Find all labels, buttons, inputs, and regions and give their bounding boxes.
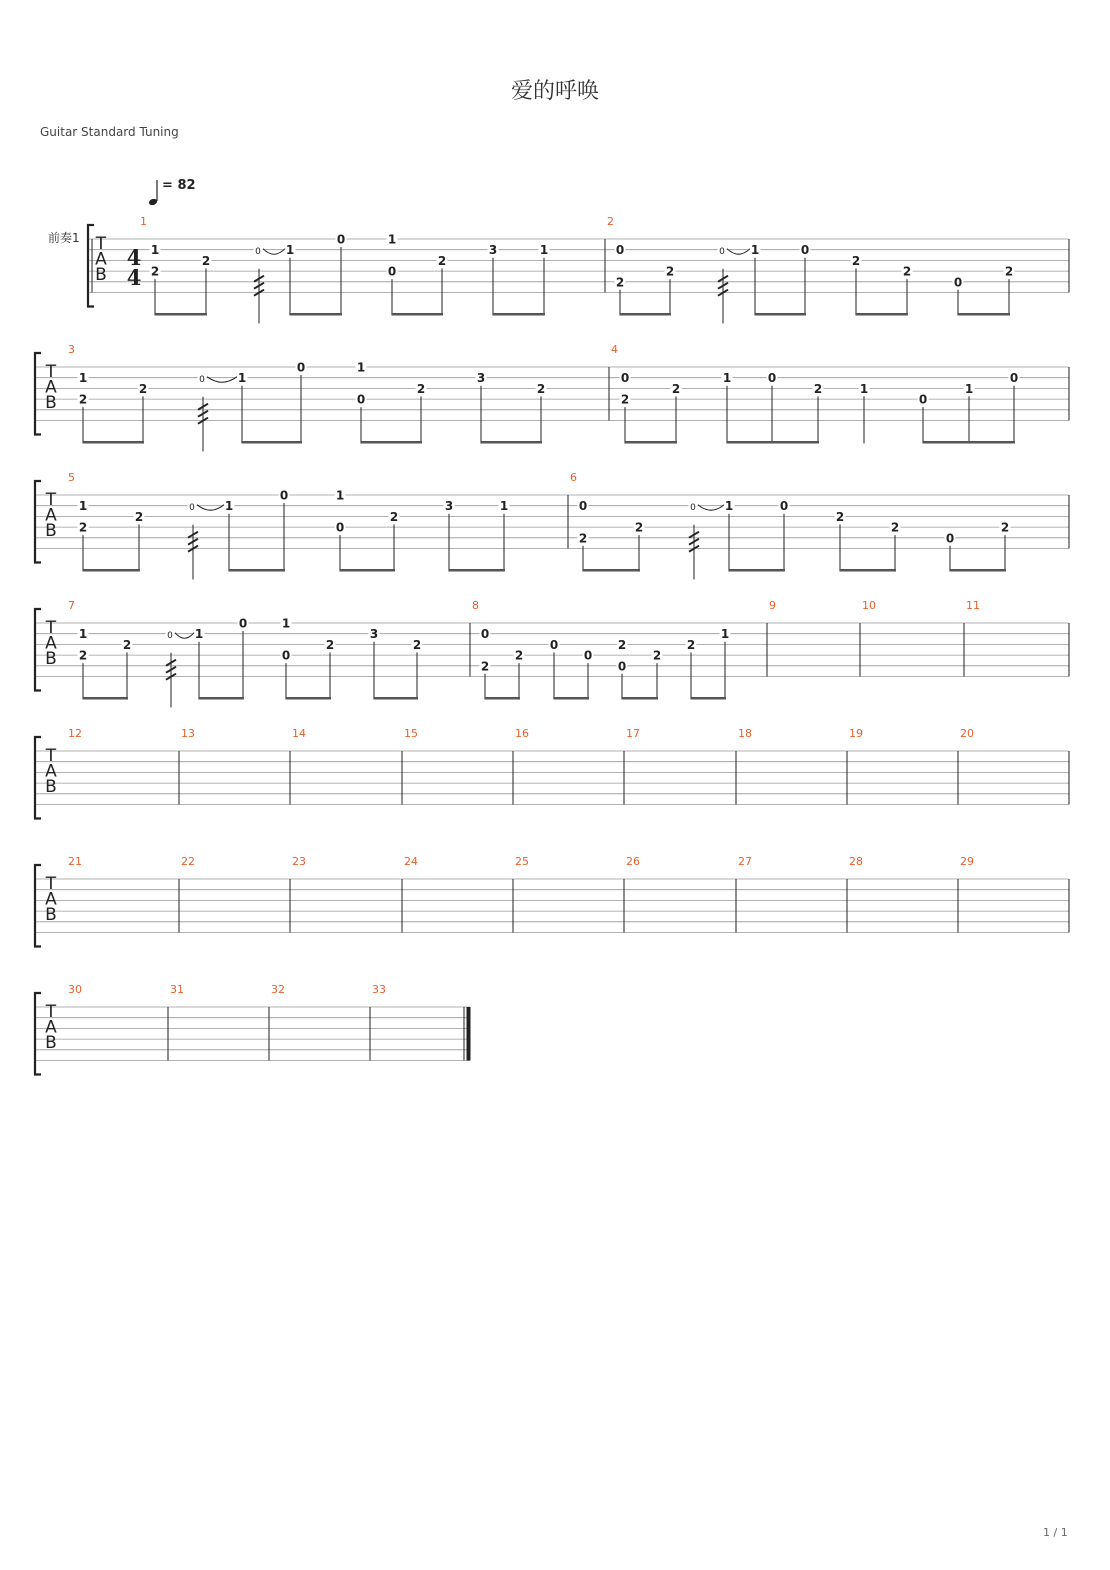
fret-number: 1 bbox=[194, 627, 204, 642]
measure-number: 21 bbox=[68, 855, 82, 868]
measure-number: 31 bbox=[170, 983, 184, 996]
staff-system bbox=[35, 727, 1069, 819]
staff-system bbox=[35, 599, 1069, 708]
measure-number: 6 bbox=[570, 471, 577, 484]
measure-notes bbox=[78, 489, 510, 580]
tab-clef-letter: A bbox=[45, 505, 57, 526]
staff-bracket bbox=[35, 481, 41, 563]
measure-number: 33 bbox=[372, 983, 386, 996]
measure-number: 24 bbox=[404, 855, 418, 868]
fret-number: 2 bbox=[78, 392, 88, 407]
fret-number: 0 bbox=[953, 275, 963, 290]
tab-clef-letter: A bbox=[45, 889, 57, 910]
fret-number: 0 bbox=[767, 371, 777, 386]
tab-clef-letter: T bbox=[45, 362, 57, 382]
fret-number: 0 bbox=[779, 499, 789, 514]
measure-number: 29 bbox=[960, 855, 974, 868]
measure-number: 20 bbox=[960, 727, 974, 740]
measure-number: 27 bbox=[738, 855, 752, 868]
fret-number: 0 bbox=[480, 627, 490, 642]
fret-number: 2 bbox=[150, 264, 160, 279]
fret-number: 0 bbox=[800, 243, 810, 258]
fret-number: 2 bbox=[416, 381, 426, 396]
note-beam bbox=[729, 569, 785, 572]
tab-clef-letter: B bbox=[95, 265, 107, 285]
fret-number: 2 bbox=[671, 381, 681, 396]
measure-notes bbox=[620, 371, 1020, 443]
fret-number: 2 bbox=[536, 381, 546, 396]
measure-number: 8 bbox=[472, 599, 479, 612]
tab-clef-letter: T bbox=[45, 746, 57, 766]
fret-number: 0 bbox=[918, 392, 928, 407]
staff-bracket bbox=[88, 225, 94, 307]
fret-number: 0 bbox=[578, 499, 588, 514]
fret-number: 1 bbox=[78, 627, 88, 642]
track-name: 前奏1 bbox=[48, 231, 80, 245]
measure-number: 23 bbox=[292, 855, 306, 868]
tab-clef-letter: A bbox=[45, 761, 57, 782]
tab-clef-letter: B bbox=[45, 777, 57, 797]
fret-number: 1 bbox=[224, 499, 234, 514]
note-beam bbox=[229, 569, 285, 572]
fret-number: 3 bbox=[444, 499, 454, 514]
tab-clef-letter: T bbox=[45, 1002, 57, 1022]
fret-number: 3 bbox=[488, 243, 498, 258]
tempo-value: 82 bbox=[177, 178, 196, 193]
note-beam bbox=[958, 313, 1010, 316]
staff-system bbox=[35, 983, 470, 1075]
measure-number: 11 bbox=[966, 599, 980, 612]
fret-number: 2 bbox=[665, 264, 675, 279]
grace-note-fret: 0 bbox=[255, 247, 261, 258]
measure-notes bbox=[78, 361, 547, 452]
note-beam bbox=[583, 569, 640, 572]
tab-clef-letter: A bbox=[95, 249, 107, 270]
fret-number: 0 bbox=[945, 531, 955, 546]
fret-number: 2 bbox=[201, 253, 211, 268]
fret-number: 2 bbox=[902, 264, 912, 279]
note-beam bbox=[727, 441, 819, 444]
note-beam bbox=[199, 697, 244, 700]
measure-number: 13 bbox=[181, 727, 195, 740]
fret-number: 2 bbox=[851, 253, 861, 268]
note-beam bbox=[340, 569, 395, 572]
tab-clef-letter: A bbox=[45, 633, 57, 654]
fret-number: 1 bbox=[237, 371, 247, 386]
fret-number: 0 bbox=[281, 648, 291, 663]
note-beam bbox=[481, 441, 542, 444]
measure-number: 25 bbox=[515, 855, 529, 868]
fret-number: 2 bbox=[78, 648, 88, 663]
tuning-label: Guitar Standard Tuning bbox=[40, 125, 179, 139]
fret-number: 1 bbox=[335, 488, 345, 503]
note-beam bbox=[242, 441, 302, 444]
fret-number: 1 bbox=[78, 371, 88, 386]
fret-number: 2 bbox=[325, 637, 335, 652]
tab-clef-letter: B bbox=[45, 1033, 57, 1053]
measure-notes bbox=[615, 243, 1015, 323]
score-title: 爱的呼唤 bbox=[510, 79, 599, 104]
grace-note-fret: 0 bbox=[690, 503, 696, 514]
fret-number: 2 bbox=[78, 520, 88, 535]
measure-number: 2 bbox=[607, 215, 614, 228]
measure-number: 28 bbox=[849, 855, 863, 868]
fret-number: 1 bbox=[281, 616, 291, 631]
staff-bracket bbox=[35, 993, 41, 1075]
fret-number: 1 bbox=[859, 381, 869, 396]
fret-number: 2 bbox=[620, 392, 630, 407]
measure-notes bbox=[480, 627, 731, 699]
note-beam bbox=[755, 313, 806, 316]
note-beam bbox=[856, 313, 908, 316]
measure-number: 19 bbox=[849, 727, 863, 740]
fret-number: 2 bbox=[634, 520, 644, 535]
quarter-note-icon bbox=[148, 180, 158, 206]
staff-bracket bbox=[35, 737, 41, 819]
fret-number: 0 bbox=[620, 371, 630, 386]
note-beam bbox=[923, 441, 1015, 444]
measure-notes bbox=[578, 499, 1011, 579]
tab-clef-letter: B bbox=[45, 905, 57, 925]
fret-number: 1 bbox=[285, 243, 295, 258]
fret-number: 2 bbox=[835, 509, 845, 524]
staff-bracket bbox=[35, 865, 41, 947]
note-beam bbox=[554, 697, 589, 700]
note-beam bbox=[493, 313, 545, 316]
fret-number: 2 bbox=[412, 637, 422, 652]
note-beam bbox=[83, 569, 140, 572]
fret-number: 2 bbox=[890, 520, 900, 535]
fret-number: 0 bbox=[296, 360, 306, 375]
fret-number: 1 bbox=[78, 499, 88, 514]
fret-number: 1 bbox=[387, 232, 397, 247]
note-beam bbox=[840, 569, 896, 572]
fret-number: 2 bbox=[437, 253, 447, 268]
measure-number: 32 bbox=[271, 983, 285, 996]
note-beam bbox=[950, 569, 1006, 572]
measure-number: 10 bbox=[862, 599, 876, 612]
note-beam bbox=[361, 441, 422, 444]
fret-number: 1 bbox=[356, 360, 366, 375]
fret-number: 2 bbox=[617, 637, 627, 652]
grace-note-fret: 0 bbox=[719, 247, 725, 258]
fret-number: 2 bbox=[122, 637, 132, 652]
measure-notes bbox=[150, 233, 550, 324]
fret-number: 2 bbox=[480, 659, 490, 674]
tab-clef-letter: B bbox=[45, 393, 57, 413]
measure-number: 9 bbox=[769, 599, 776, 612]
measure-number: 26 bbox=[626, 855, 640, 868]
grace-note-fret: 0 bbox=[167, 631, 173, 642]
measure-notes bbox=[78, 617, 423, 708]
tab-clef-letter: B bbox=[45, 521, 57, 541]
note-beam bbox=[286, 697, 331, 700]
tab-clef-letter: T bbox=[95, 234, 107, 254]
measure-number: 5 bbox=[68, 471, 75, 484]
staff-bracket bbox=[35, 609, 41, 691]
fret-number: 2 bbox=[686, 637, 696, 652]
fret-number: 0 bbox=[549, 637, 559, 652]
fret-number: 0 bbox=[279, 488, 289, 503]
fret-number: 1 bbox=[499, 499, 509, 514]
measure-number: 17 bbox=[626, 727, 640, 740]
tab-clef-letter: A bbox=[45, 377, 57, 398]
staff-system bbox=[35, 343, 1069, 452]
note-beam bbox=[83, 441, 144, 444]
fret-number: 1 bbox=[750, 243, 760, 258]
note-beam bbox=[620, 313, 671, 316]
tab-clef-letter: A bbox=[45, 1017, 57, 1038]
fret-number: 2 bbox=[514, 648, 524, 663]
measure-number: 14 bbox=[292, 727, 306, 740]
staff-bracket bbox=[35, 353, 41, 435]
tab-clef-letter: B bbox=[45, 649, 57, 669]
staff-system bbox=[35, 855, 1069, 947]
fret-number: 2 bbox=[813, 381, 823, 396]
note-beam bbox=[290, 313, 342, 316]
fret-number: 0 bbox=[583, 648, 593, 663]
staff-system bbox=[35, 471, 1069, 580]
measure-number: 7 bbox=[68, 599, 75, 612]
time-signature-top: 4 bbox=[126, 245, 142, 270]
measure-number: 4 bbox=[611, 343, 618, 356]
fret-number: 2 bbox=[134, 509, 144, 524]
note-beam bbox=[622, 697, 658, 700]
fret-number: 0 bbox=[335, 520, 345, 535]
tempo-equals: = bbox=[162, 178, 173, 193]
fret-number: 2 bbox=[652, 648, 662, 663]
fret-number: 0 bbox=[387, 264, 397, 279]
staff-system bbox=[88, 215, 1069, 324]
note-beam bbox=[625, 441, 677, 444]
fret-number: 0 bbox=[1009, 371, 1019, 386]
note-beam bbox=[449, 569, 505, 572]
tab-clef-letter: T bbox=[45, 874, 57, 894]
tab-clef-letter: T bbox=[45, 618, 57, 638]
fret-number: 0 bbox=[615, 243, 625, 258]
fret-number: 2 bbox=[138, 381, 148, 396]
fret-number: 0 bbox=[356, 392, 366, 407]
grace-note-fret: 0 bbox=[189, 503, 195, 514]
fret-number: 1 bbox=[720, 627, 730, 642]
fret-number: 0 bbox=[617, 659, 627, 674]
note-beam bbox=[83, 697, 128, 700]
fret-number: 1 bbox=[964, 381, 974, 396]
fret-number: 2 bbox=[578, 531, 588, 546]
note-beam bbox=[392, 313, 443, 316]
fret-number: 1 bbox=[722, 371, 732, 386]
fret-number: 1 bbox=[150, 243, 160, 258]
measure-number: 22 bbox=[181, 855, 195, 868]
time-signature-bottom: 4 bbox=[126, 265, 142, 290]
measure-number: 15 bbox=[404, 727, 418, 740]
fret-number: 1 bbox=[724, 499, 734, 514]
note-beam bbox=[155, 313, 207, 316]
fret-number: 2 bbox=[1004, 264, 1014, 279]
note-beam bbox=[374, 697, 418, 700]
fret-number: 3 bbox=[369, 627, 379, 642]
note-beam bbox=[485, 697, 520, 700]
fret-number: 0 bbox=[238, 616, 248, 631]
fret-number: 2 bbox=[389, 509, 399, 524]
fret-number: 2 bbox=[1000, 520, 1010, 535]
measure-number: 12 bbox=[68, 727, 82, 740]
note-beam bbox=[691, 697, 726, 700]
measure-number: 3 bbox=[68, 343, 75, 356]
fret-number: 1 bbox=[539, 243, 549, 258]
fret-number: 2 bbox=[615, 275, 625, 290]
measure-number: 16 bbox=[515, 727, 529, 740]
fret-number: 3 bbox=[476, 371, 486, 386]
measure-number: 1 bbox=[140, 215, 147, 228]
tab-clef-letter: T bbox=[45, 490, 57, 510]
measure-number: 30 bbox=[68, 983, 82, 996]
page-number: 1 / 1 bbox=[1043, 1526, 1068, 1539]
measure-number: 18 bbox=[738, 727, 752, 740]
fret-number: 0 bbox=[336, 232, 346, 247]
grace-note-fret: 0 bbox=[199, 375, 205, 386]
